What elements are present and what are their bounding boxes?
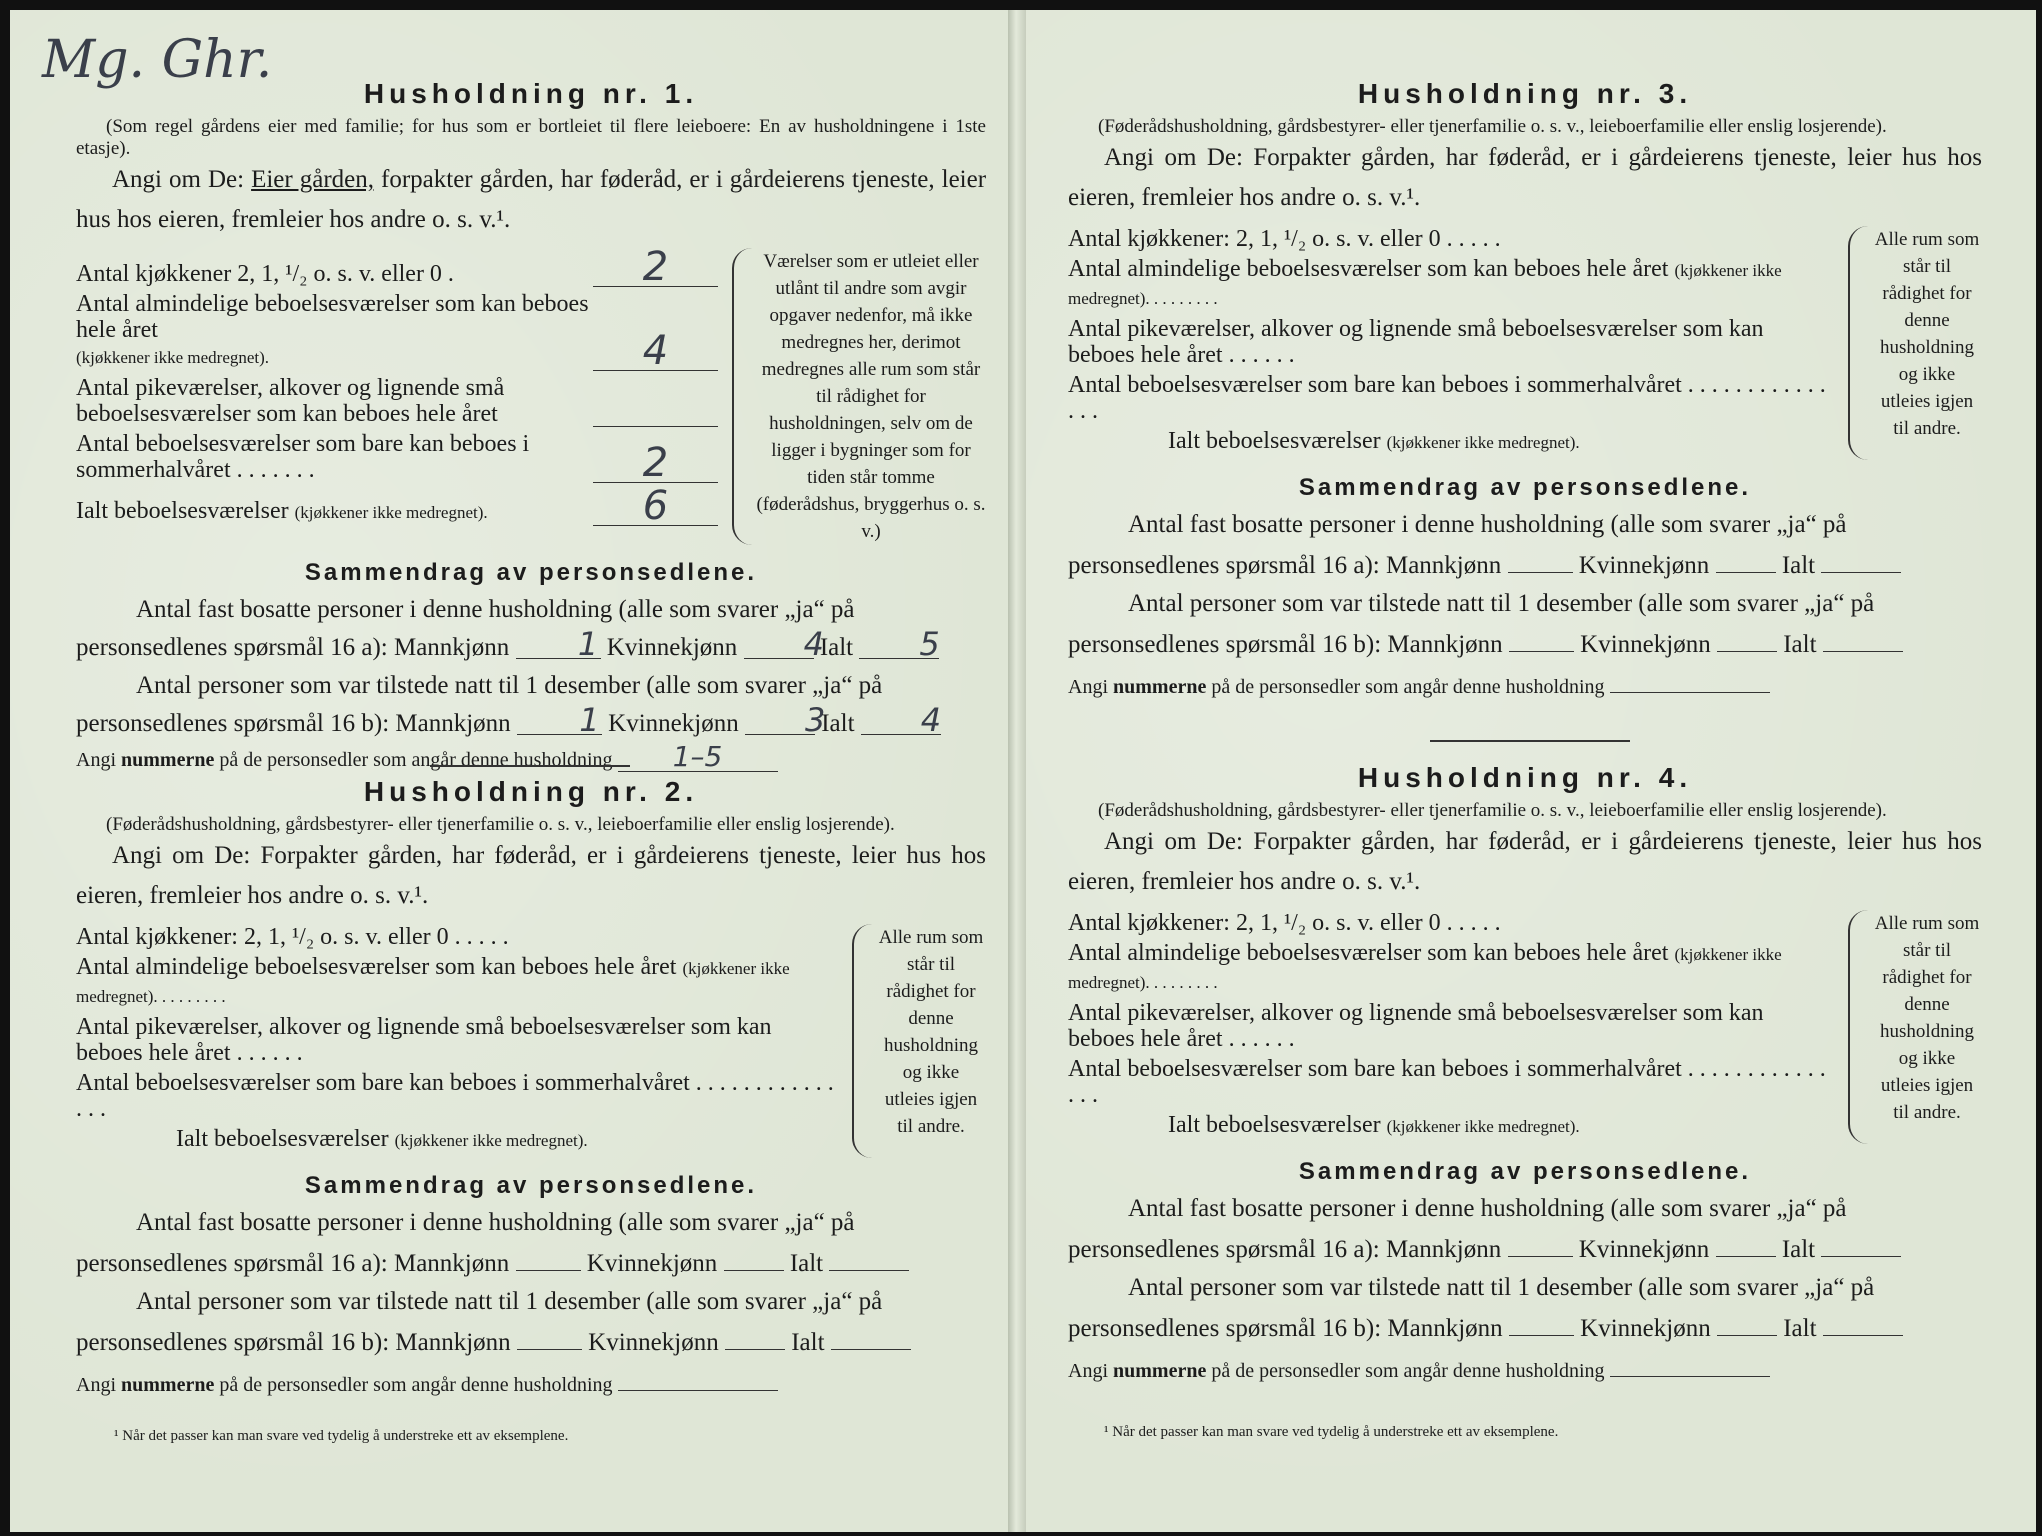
household-1-rooms [76, 244, 718, 545]
q16b-female[interactable] [1717, 1307, 1777, 1336]
summer-rooms-row: Antal beboelsesværelser som bare kan beboes i sommerhalvåret . . . . . . . . . . . . . . . [1068, 372, 1826, 424]
kitchens-row: Antal kjøkkener: 2, 1, ¹/₂ o. s. v. eller 0 . . . . . [1068, 910, 1501, 936]
household-3-numbers-value[interactable] [1610, 664, 1770, 693]
summer-rooms-row: Antal beboelsesværelser som bare kan beboes i sommerhalvåret . . . . . . . . . . . . . . . [76, 1070, 834, 1122]
small-rooms-row: Antal pikeværelser, alkover og lignende små beboelsesværelser som kan beboes hele året [76, 375, 718, 427]
household-4-status-question: Angi om De: Forpakter gården, har føderåd, er i gårdeierens tjeneste, leier hus hos eieren, fremleier hos andre o. s. v.¹. [1068, 828, 1982, 895]
q16a-male[interactable] [1508, 1228, 1573, 1257]
total-rooms-value[interactable]: 6 [593, 487, 718, 526]
q16a-male[interactable] [516, 1242, 581, 1271]
kitchens-row: Antal kjøkkener 2, 1, ¹/₂ o. s. v. eller 0 . 2 [76, 248, 718, 287]
ordinary-rooms-value[interactable]: 4 [593, 332, 718, 371]
household-4-side-note: Alle rum som står til rådighet for denne husholdning og ikke utleies igjen til andre. [1848, 910, 1982, 1144]
household-4-rooms [1068, 910, 1834, 1144]
q16a-female[interactable]: 4 [744, 630, 814, 659]
household-4-summary-title: Sammendrag av personsedlene. [1298, 1158, 1752, 1185]
household-3-status-question: Angi om De: Forpakter gården, har føderåd, er i gårdeierens tjeneste, leier hus hos eieren, fremleier hos andre o. s. v.¹. [1068, 144, 1982, 211]
q16b-total[interactable] [1823, 1307, 1903, 1336]
summer-rooms-value[interactable]: 2 [593, 444, 718, 483]
q16a-female[interactable] [1716, 544, 1776, 573]
q16b-total[interactable] [831, 1321, 911, 1350]
q16b-female[interactable] [725, 1321, 785, 1350]
q16b-female[interactable]: 3 [745, 706, 815, 735]
household-2-section [76, 776, 986, 1400]
household-3-title: Husholdning nr. 3. [1357, 78, 1693, 109]
q16b-female[interactable] [1717, 623, 1777, 652]
total-rooms-row: Ialt beboelsesværelser (kjøkkener ikke medregnet). [176, 1126, 588, 1152]
small-rooms-value[interactable] [593, 400, 718, 427]
household-4-numbers: Angi nummerne på de personsedler som angår denne husholdning [1068, 1348, 1982, 1386]
household-3-rooms [1068, 226, 1834, 460]
household-1-numbers: Angi nummerne på de personsedler som angår denne husholdning 1–5 [76, 743, 986, 775]
ordinary-rooms-row: Antal almindelige beboelsesværelser som kan beboes hele året (kjøkkener ikke medregnet). . . . . . . . . [1068, 256, 1782, 308]
household-2-numbers-value[interactable] [618, 1362, 778, 1391]
total-rooms-row: Ialt beboelsesværelser (kjøkkener ikke medregnet). [1168, 1112, 1580, 1138]
household-3-note: (Føderådshusholdning, gårdsbestyrer- eller tjenerfamilie o. s. v., leieboerfamilie eller enslig losjerende). [1098, 116, 1887, 137]
household-2-side-note: Alle rum som står til rådighet for denne husholdning og ikke utleies igjen til andre. [852, 924, 986, 1158]
book-spine [1008, 10, 1026, 1532]
ordinary-rooms-row: Antal almindelige beboelsesværelser som kan beboes hele året (kjøkkener ikke medregnet). . . . . . . . . [76, 954, 790, 1006]
household-2-numbers: Angi nummerne på de personsedler som angår denne husholdning [76, 1362, 986, 1400]
q16b-male[interactable] [1509, 1307, 1574, 1336]
q16a-female[interactable] [1716, 1228, 1776, 1257]
household-2-rooms [76, 924, 838, 1158]
q16b-male[interactable] [1509, 623, 1574, 652]
household-3-numbers: Angi nummerne på de personsedler som angår denne husholdning [1068, 664, 1982, 702]
q16b-male[interactable]: 1 [517, 706, 602, 735]
household-3-q16b: Antal personer som var tilstede natt til 1 desember (alle som svarer „ja“ på personsedlenes spørsmål 16 b): Mannkjønn Kvinnekjønn Ialt [1068, 585, 1982, 664]
household-4-numbers-value[interactable] [1610, 1348, 1770, 1377]
household-4-q16a: Antal fast bosatte personer i denne husholdning (alle som svarer „ja“ på personsedlenes spørsmål 16 a): Mannkjønn Kvinnekjønn Ialt [1068, 1190, 1982, 1269]
kitchens-value[interactable]: 2 [593, 248, 718, 287]
q16a-total[interactable] [1821, 544, 1901, 573]
household-1-note: (Som regel gårdens eier med familie; for hus som er bortleiet til flere leieboere: En av husholdningene i 1ste etasje). [76, 116, 986, 159]
small-rooms-row: Antal pikeværelser, alkover og lignende små beboelsesværelser som kan beboes hele året . . . . . . [76, 1014, 772, 1066]
household-1-numbers-value[interactable]: 1–5 [618, 743, 778, 772]
q16a-male[interactable] [1508, 544, 1573, 573]
household-2-q16b: Antal personer som var tilstede natt til 1 desember (alle som svarer „ja“ på personsedlenes spørsmål 16 b): Mannkjønn Kvinnekjønn Ialt [76, 1283, 986, 1362]
household-1-q16b: Antal personer som var tilstede natt til 1 desember (alle som svarer „ja“ på personsedlenes spørsmål 16 b): Mannkjønn 1 Kvinnekjønn 3 Ialt 4 [76, 672, 942, 739]
footnote-left: ¹ Når det passer kan man svare ved tydelig å understreke ett av eksemplene. [114, 1428, 569, 1444]
household-2-note: (Føderådshusholdning, gårdsbestyrer- eller tjenerfamilie o. s. v., leieboerfamilie eller enslig losjerende). [106, 814, 895, 835]
household-4-note: (Føderådshusholdning, gårdsbestyrer- eller tjenerfamilie o. s. v., leieboerfamilie eller enslig losjerende). [1098, 800, 1887, 821]
q16a-male[interactable]: 1 [516, 630, 601, 659]
household-1-section [76, 78, 986, 775]
divider-right [1430, 740, 1630, 742]
household-1-status-question: Angi om De: Eier gården, forpakter gården, har føderåd, er i gårdeierens tjeneste, leier hus hos eieren, fremleier hos andre o. s. v.¹. [76, 166, 987, 233]
kitchens-row: Antal kjøkkener: 2, 1, ¹/₂ o. s. v. eller 0 . . . . . [76, 924, 509, 950]
q16a-female[interactable] [724, 1242, 784, 1271]
household-4-q16b: Antal personer som var tilstede natt til 1 desember (alle som svarer „ja“ på personsedlenes spørsmål 16 b): Mannkjønn Kvinnekjønn Ialt [1068, 1269, 1982, 1348]
total-rooms-row: Ialt beboelsesværelser (kjøkkener ikke medregnet). [1168, 428, 1580, 454]
total-rooms-row: Ialt beboelsesværelser (kjøkkener ikke medregnet). 6 [76, 487, 718, 526]
q16b-total[interactable] [1823, 623, 1903, 652]
q16a-total[interactable] [829, 1242, 909, 1271]
household-4-title: Husholdning nr. 4. [1357, 762, 1693, 793]
household-1-side-note: Værelser som er utleiet eller utlånt til andre som avgir opgaver nedenfor, må ikke medregnes her, derimot medregnes alle rum som står til rådighet for husholdningen, selv om de ligger i bygninger som for tiden står tomme (føderådshus, bryggerhus o. s. v.) [732, 248, 986, 545]
kitchens-row: Antal kjøkkener: 2, 1, ¹/₂ o. s. v. eller 0 . . . . . [1068, 226, 1501, 252]
household-2-q16a: Antal fast bosatte personer i denne husholdning (alle som svarer „ja“ på personsedlenes spørsmål 16 a): Mannkjønn Kvinnekjønn Ialt [76, 1204, 986, 1283]
footnote-right: ¹ Når det passer kan man svare ved tydelig å understreke ett av eksemplene. [1104, 1424, 1559, 1440]
household-4-section [1068, 762, 1982, 1386]
household-2-summary-title: Sammendrag av personsedlene. [304, 1172, 758, 1199]
summer-rooms-row: Antal beboelsesværelser som bare kan beboes i sommerhalvåret . . . . . . . . . . . . . . . [1068, 1056, 1826, 1108]
divider-left [430, 765, 630, 767]
q16a-total[interactable] [1821, 1228, 1901, 1257]
q16a-total[interactable]: 5 [859, 630, 939, 659]
household-3-q16a: Antal fast bosatte personer i denne husholdning (alle som svarer „ja“ på personsedlenes spørsmål 16 a): Mannkjønn Kvinnekjønn Ialt [1068, 506, 1982, 585]
household-3-summary-title: Sammendrag av personsedlene. [1298, 474, 1752, 501]
household-1-q16a: Antal fast bosatte personer i denne husholdning (alle som svarer „ja“ på personsedlenes spørsmål 16 a): Mannkjønn 1 Kvinnekjønn 4 Ialt 5 [76, 596, 940, 663]
q16b-total[interactable]: 4 [861, 706, 941, 735]
small-rooms-row: Antal pikeværelser, alkover og lignende små beboelsesværelser som kan beboes hele året . . . . . . [1068, 316, 1764, 368]
household-2-status-question: Angi om De: Forpakter gården, har føderåd, er i gårdeierens tjeneste, leier hus hos eieren, fremleier hos andre o. s. v.¹. [76, 842, 986, 909]
household-1-summary-title: Sammendrag av personsedlene. [304, 559, 758, 586]
household-2-title: Husholdning nr. 2. [363, 776, 699, 807]
small-rooms-row: Antal pikeværelser, alkover og lignende små beboelsesværelser som kan beboes hele året . . . . . . [1068, 1000, 1764, 1052]
ordinary-rooms-row: Antal almindelige beboelsesværelser som kan beboes hele året (kjøkkener ikke medregnet). . . . . . . . . [1068, 940, 1782, 992]
household-3-section [1068, 78, 1982, 702]
household-1-title: Husholdning nr. 1. [363, 78, 699, 109]
summer-rooms-row: Antal beboelsesværelser som bare kan beboes i sommerhalvåret . . . . . . . 2 [76, 431, 718, 483]
owner-option-underlined: Eier gården, [251, 166, 374, 193]
q16b-male[interactable] [517, 1321, 582, 1350]
ordinary-rooms-row: Antal almindelige beboelsesværelser som kan beboes hele året (kjøkkener ikke medregnet). 4 [76, 291, 718, 371]
household-3-side-note: Alle rum som står til rådighet for denne husholdning og ikke utleies igjen til andre. [1848, 226, 1982, 460]
corner-handwritten-note: Mg. Ghr. [42, 30, 273, 90]
